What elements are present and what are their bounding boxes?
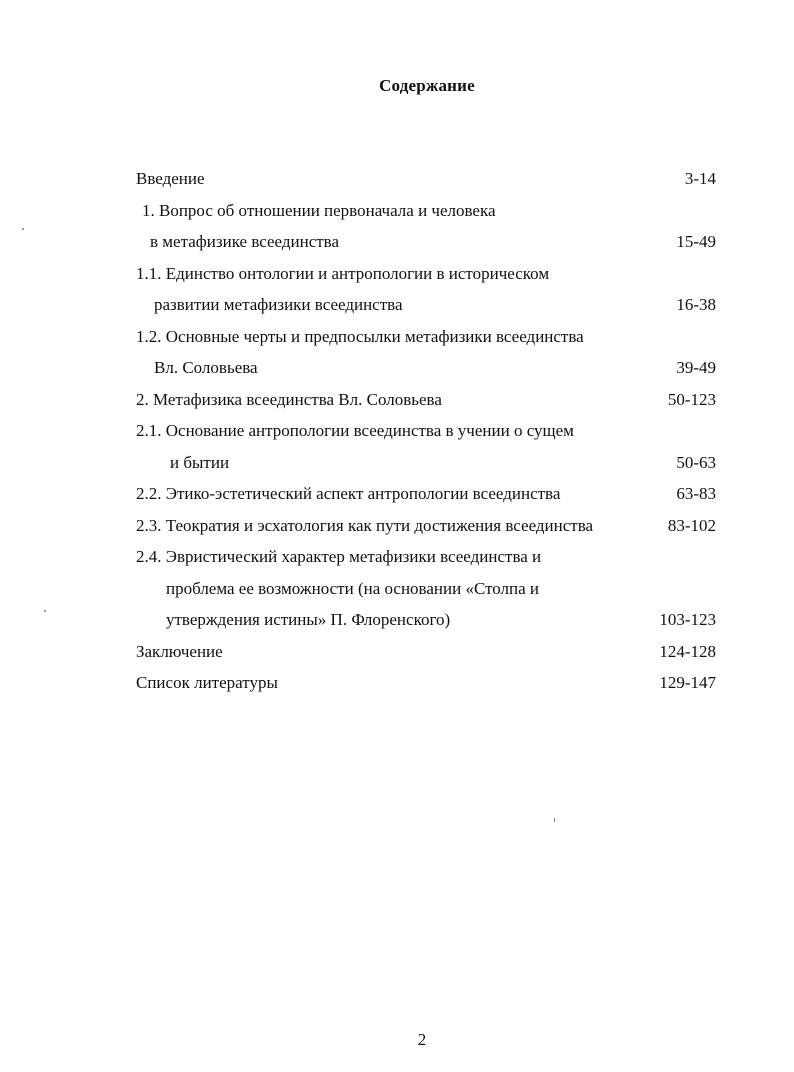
toc-entry-text: Заключение <box>136 641 223 661</box>
toc-line <box>136 452 726 484</box>
toc-entry-page: 83-102 <box>667 515 716 535</box>
toc-entry-page: 16-38 <box>676 295 716 314</box>
toc-entry-text: 1.2. Основные черты и предпосылки метафизики всеединства <box>136 326 584 346</box>
toc-line <box>136 389 726 421</box>
toc-entry-page: 3-14 <box>684 169 716 188</box>
toc-title: Содержание <box>379 76 475 95</box>
toc-line <box>136 168 726 200</box>
toc-entry-page: 103-123 <box>659 610 716 629</box>
toc-entry-text: 2. Метафизика всеединства Вл. Соловьева <box>136 389 442 409</box>
toc-entry-page: 50-63 <box>676 452 716 472</box>
toc-entry-text: утверждения истины» П. Флоренского) <box>166 610 451 629</box>
toc-entry-text: и бытии <box>170 452 230 472</box>
toc-entry-text: Вл. Соловьева <box>154 358 258 377</box>
toc-line <box>136 294 726 326</box>
table-of-contents <box>136 168 726 704</box>
toc-entry-text: Список литературы <box>136 673 278 692</box>
toc-entry-text: 2.4. Эвристический характер метафизики всеединства и <box>136 547 542 566</box>
toc-entry-text: 1. Вопрос об отношении первоначала и человека <box>142 200 496 220</box>
toc-line <box>136 483 726 515</box>
toc-entry-page: 129-147 <box>659 673 716 692</box>
toc-line <box>136 231 726 263</box>
toc-line <box>136 641 726 673</box>
toc-line <box>136 326 726 358</box>
toc-entry-text: 1.1. Единство онтологии и антропологии в историческом <box>136 263 550 283</box>
toc-line <box>136 578 726 610</box>
toc-entry-text: 2.3. Теократия и эсхатология как пути достижения всеединства <box>136 515 594 535</box>
toc-line <box>136 263 726 295</box>
toc-entry-text: 2.2. Этико-эстетический аспект антропологии всеединства <box>136 484 561 503</box>
toc-entry-text: 2.1. Основание антропологии всеединства в учении о сущем <box>136 421 574 440</box>
toc-entry-page: 15-49 <box>676 232 716 251</box>
toc-line <box>136 609 726 641</box>
toc-entry-page: 50-123 <box>667 389 716 409</box>
scan-speck <box>44 610 46 612</box>
toc-line <box>136 515 726 547</box>
toc-entry-page: 63-83 <box>676 484 716 503</box>
scan-speck <box>554 818 555 822</box>
page-number: 2 <box>417 1030 427 1049</box>
toc-entry-page: 124-128 <box>659 641 716 661</box>
toc-entry-text: Введение <box>136 169 205 188</box>
toc-line <box>136 546 726 578</box>
toc-line <box>136 420 726 452</box>
toc-line <box>136 357 726 389</box>
toc-line <box>136 672 726 704</box>
toc-entry-text: в метафизике всеединства <box>150 232 340 251</box>
toc-entry-text: развитии метафизики всеединства <box>154 295 403 314</box>
toc-line <box>136 200 726 232</box>
toc-entry-page: 39-49 <box>676 358 716 377</box>
toc-entry-text: проблема ее возможности (на основании «Столпа и <box>166 578 540 598</box>
scan-speck <box>22 228 24 230</box>
